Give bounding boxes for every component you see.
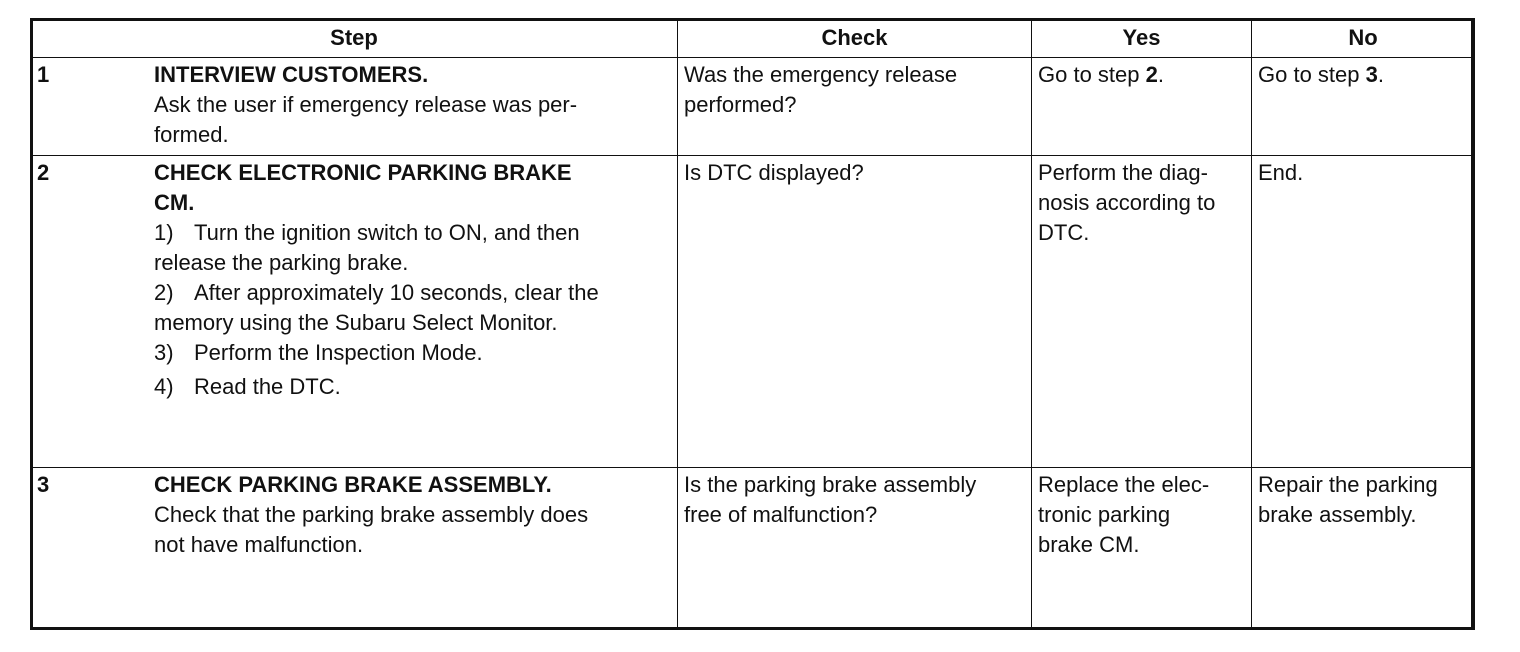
- header-check: Check: [678, 19, 1032, 58]
- yes-text: Replace the elec-: [1038, 472, 1210, 498]
- substep-text: Turn the ignition switch to ON, and then: [194, 220, 580, 246]
- step-number: 3: [37, 472, 50, 498]
- no-step-ref: 3: [1365, 62, 1378, 87]
- check-text: performed?: [684, 92, 797, 117]
- header-yes: Yes: [1032, 19, 1252, 58]
- yes-step-ref: 2: [1145, 62, 1158, 87]
- step-title: CM.: [154, 190, 195, 216]
- step-title: CHECK PARKING BRAKE ASSEMBLY.: [154, 472, 552, 498]
- yes-text: tronic parking: [1038, 502, 1171, 528]
- no-text: Go to step: [1258, 62, 1366, 87]
- step-text: not have malfunction.: [154, 532, 364, 558]
- substep-text: After approximately 10 seconds, clear the: [194, 280, 599, 306]
- check-text: Is the parking brake assembly: [684, 472, 977, 498]
- yes-text: nosis according to: [1038, 190, 1216, 216]
- substep-text: Read the DTC.: [194, 374, 341, 400]
- substep-number: 1): [154, 220, 174, 246]
- step-number: 1: [37, 62, 50, 87]
- step-title: CHECK ELECTRONIC PARKING BRAKE: [154, 160, 572, 186]
- yes-text: .: [1157, 62, 1164, 87]
- step-text: Ask the user if emergency release was per-: [154, 92, 578, 117]
- no-text: Repair the parking: [1258, 472, 1438, 498]
- substep-text: release the parking brake.: [154, 250, 409, 276]
- substep-text: Perform the Inspection Mode.: [194, 340, 483, 366]
- substep-text: memory using the Subaru Select Monitor.: [154, 310, 558, 336]
- check-text: free of malfunction?: [684, 502, 878, 528]
- step-number: 2: [37, 160, 50, 186]
- yes-text: brake CM.: [1038, 532, 1140, 558]
- check-text: Is DTC displayed?: [684, 160, 864, 186]
- substep-number: 4): [154, 374, 174, 400]
- step-text: formed.: [154, 122, 229, 147]
- header-no: No: [1252, 19, 1475, 58]
- table-outer-border: [30, 18, 1474, 630]
- no-text: End.: [1258, 160, 1304, 186]
- no-text: .: [1377, 62, 1384, 87]
- check-text: Was the emergency release: [684, 62, 958, 87]
- step-title: INTERVIEW CUSTOMERS.: [154, 62, 429, 87]
- step-text: Check that the parking brake assembly does: [154, 502, 589, 528]
- header-step: Step: [31, 19, 678, 58]
- yes-text: Perform the diag-: [1038, 160, 1208, 186]
- no-text: brake assembly.: [1258, 502, 1417, 528]
- substep-number: 3): [154, 340, 174, 366]
- yes-text: DTC.: [1038, 220, 1090, 246]
- yes-text: Go to step: [1038, 62, 1146, 87]
- substep-number: 2): [154, 280, 174, 306]
